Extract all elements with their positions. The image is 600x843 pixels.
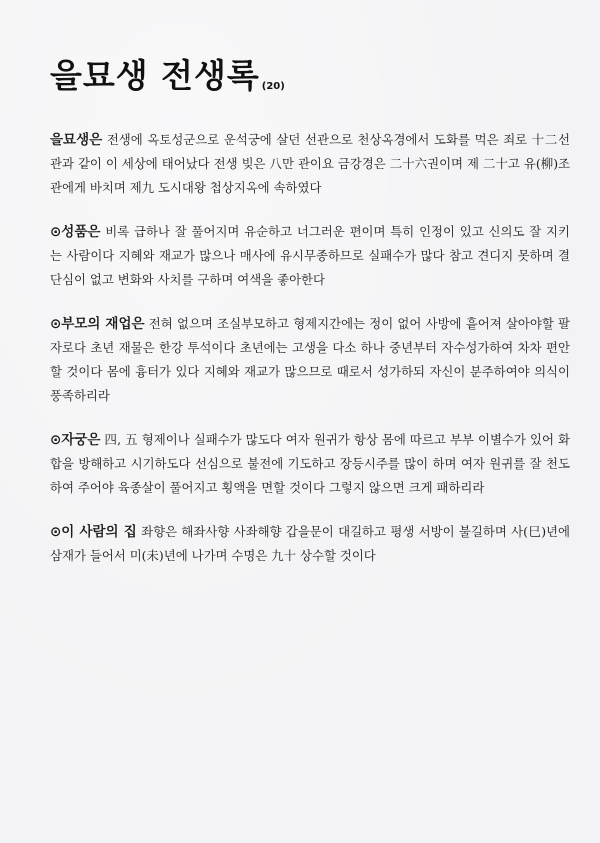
paragraph-past-life — [50, 128, 570, 200]
paragraph-text: 전혀 없으며 조실부모하고 형제지간에는 정이 없어 사방에 흩어져 살아야할 팔자로다 초년 재물은 한강 투석이다 초년에는 고생을 다소 하나 중년부터 자수성가하여 차차 편안할 것이다 몸에 흉터가 있다 지혜와 재교가 많으므로 때로서 성가하되 자신이 분주하여야 의식이 풍족하리라 — [50, 316, 570, 403]
paragraph-text: 좌향은 해좌사향 사좌해향 갑을문이 대길하고 평생 서방이 불길하며 사(巳)년에 삼재가 들어서 미(未)년에 나가며 수명은 九十 상수할 것이다 — [50, 524, 570, 563]
page-number: (20) — [261, 81, 285, 92]
paragraph-text: 四, 五 형제이나 실패수가 많도다 여자 원귀가 항상 몸에 따르고 부부 이별수가 있어 화합을 방해하고 시기하도다 선심으로 불전에 기도하고 장등시주를 많이 하며 여자 원귀를 잘 천도하여 주어야 육종살이 풀어지고 횡액을 면할 것이다 그렇지 않으면 크게 패하리라 — [50, 432, 570, 495]
paragraph-text: 비록 급하나 잘 풀어지며 유순하고 너그러운 편이며 특히 인정이 있고 신의도 잘 지키는 사람이다 지혜와 재교가 많으나 매사에 유시무종하므로 실패수가 많다 참고 견디지 못하며 결단심이 없고 변화와 사치를 구하며 여색을 좋아한다 — [50, 224, 570, 287]
paragraph-house — [50, 520, 570, 568]
page-title — [50, 50, 285, 97]
paragraph-heading: 을묘생은 — [50, 132, 103, 148]
paragraph-character — [50, 220, 570, 292]
paragraph-text: 전생에 옥토성군으로 운석궁에 살던 선관으로 천상옥경에서 도화를 먹은 죄로 十二선관과 같이 이 세상에 태어났다 전생 빚은 八만 관이요 금강경은 二十六권이며 제 二十고 유(柳)조관에게 바치며 제九 도시대왕 첩상지옥에 속하였다 — [50, 132, 570, 195]
document-body — [50, 128, 570, 588]
paragraph-heading: ⊙자궁은 — [50, 432, 101, 448]
paragraph-heading: ⊙부모의 재업은 — [50, 316, 145, 332]
paragraph-heading: ⊙이 사람의 집 — [50, 524, 137, 540]
paragraph-children — [50, 428, 570, 500]
paragraph-parents — [50, 312, 570, 408]
paragraph-heading: ⊙성품은 — [50, 224, 101, 240]
title-text: 을묘생 전생록 — [50, 56, 260, 95]
